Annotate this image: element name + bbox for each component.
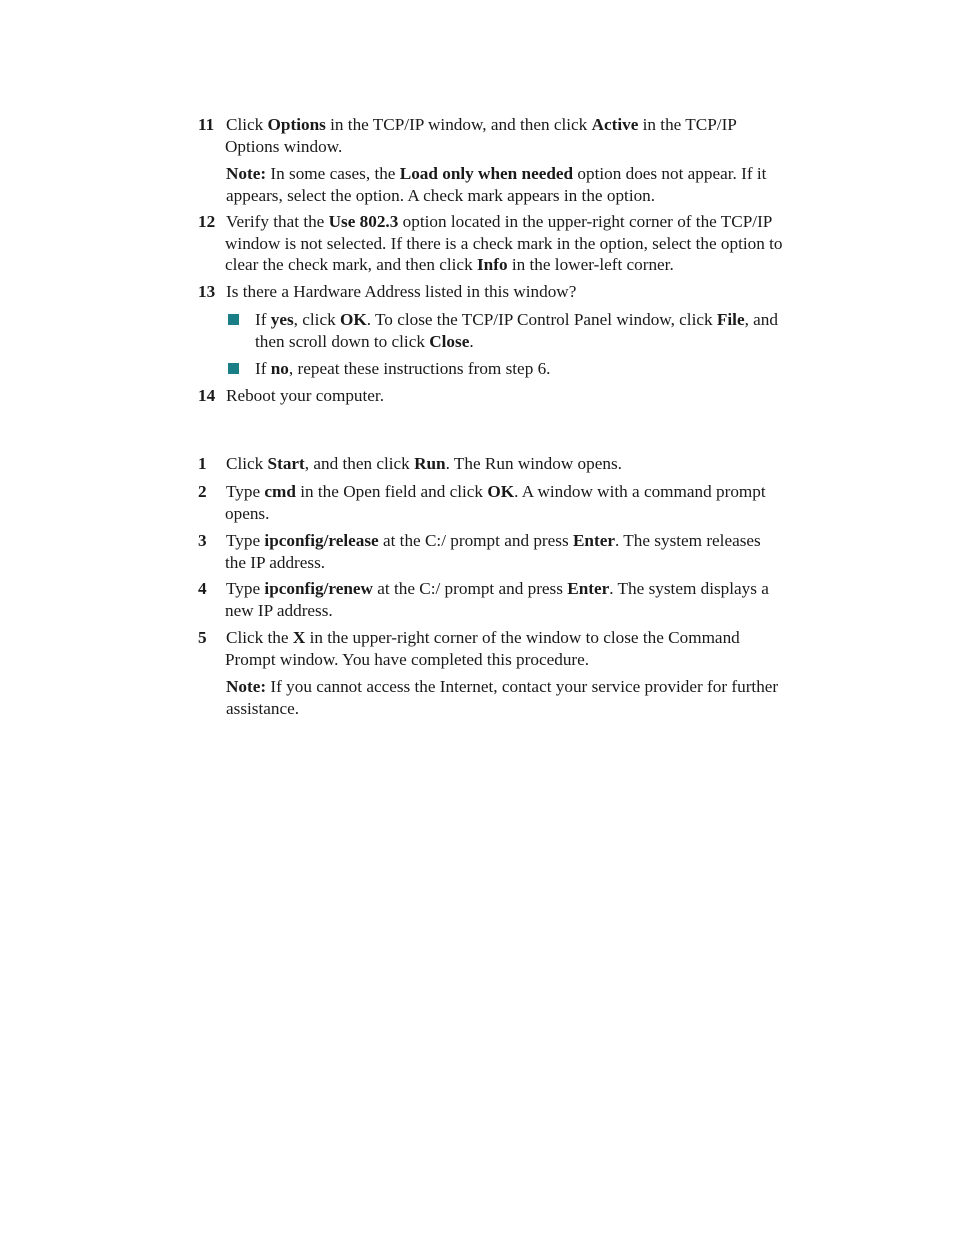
step-1 xyxy=(198,453,843,475)
step-number: 13 xyxy=(198,282,216,301)
step-number: 12 xyxy=(198,212,216,231)
bullet-item xyxy=(226,358,846,380)
bullet-item xyxy=(226,309,846,352)
step-12 xyxy=(198,211,843,276)
step-3 xyxy=(198,530,843,573)
step-14 xyxy=(198,385,843,407)
step-text-line: Click Start, and then click Run. The Run window opens. xyxy=(226,454,622,473)
bullet-line: If yes, click OK. To close the TCP/IP Control Panel window, click File, and xyxy=(255,310,778,329)
step-text-line: Type ipconfig/release at the C:/ prompt and press Enter. The system releases xyxy=(226,531,761,550)
note-line: appears, select the option. A check mark appears in the option. xyxy=(226,185,656,205)
step-number: 14 xyxy=(198,386,216,405)
step-text-line: window is not selected. If there is a check mark in the option, select the option to xyxy=(225,233,783,253)
step-text-line: Type cmd in the Open field and click OK. A window with a command prompt xyxy=(226,482,766,501)
step-text-line: Click Options in the TCP/IP window, and then click Active in the TCP/IP xyxy=(226,115,737,134)
note xyxy=(226,676,846,719)
step-number: 1 xyxy=(198,454,207,473)
step-text-line: the IP address. xyxy=(225,552,326,572)
note-line: Note: In some cases, the Load only when needed option does not appear. If it xyxy=(226,164,767,183)
bullet-line: then scroll down to click Close. xyxy=(255,331,474,351)
step-5 xyxy=(198,627,843,670)
square-bullet-icon xyxy=(228,314,239,325)
note-line: assistance. xyxy=(226,698,300,718)
step-text-line: clear the check mark, and then click Info in the lower-left corner. xyxy=(225,255,674,274)
bullet-line: If no, repeat these instructions from step 6. xyxy=(255,359,551,378)
step-13 xyxy=(198,281,843,303)
step-number: 3 xyxy=(198,531,207,550)
step-number: 4 xyxy=(198,579,207,598)
note xyxy=(226,163,846,206)
step-text-line: Prompt window. You have completed this procedure. xyxy=(225,649,590,669)
step-text-line: Reboot your computer. xyxy=(226,386,385,405)
step-number: 5 xyxy=(198,628,207,647)
step-text-line: opens. xyxy=(225,503,270,523)
step-text-line: Verify that the Use 802.3 option located in the upper-right corner of the TCP/IP xyxy=(226,212,773,231)
step-text-line: Is there a Hardware Address listed in this window? xyxy=(226,282,577,301)
square-bullet-icon xyxy=(228,363,239,374)
step-4 xyxy=(198,578,843,621)
note-line: Note: If you cannot access the Internet, contact your service provider for further xyxy=(226,677,779,696)
step-text-line: Options window. xyxy=(225,136,343,156)
step-11 xyxy=(198,114,843,157)
step-text-line: new IP address. xyxy=(225,600,333,620)
step-2 xyxy=(198,481,843,524)
step-number: 11 xyxy=(198,115,215,134)
step-number: 2 xyxy=(198,482,207,501)
step-text-line: Click the X in the upper-right corner of the window to close the Command xyxy=(226,628,740,647)
step-text-line: Type ipconfig/renew at the C:/ prompt and press Enter. The system displays a xyxy=(226,579,769,598)
